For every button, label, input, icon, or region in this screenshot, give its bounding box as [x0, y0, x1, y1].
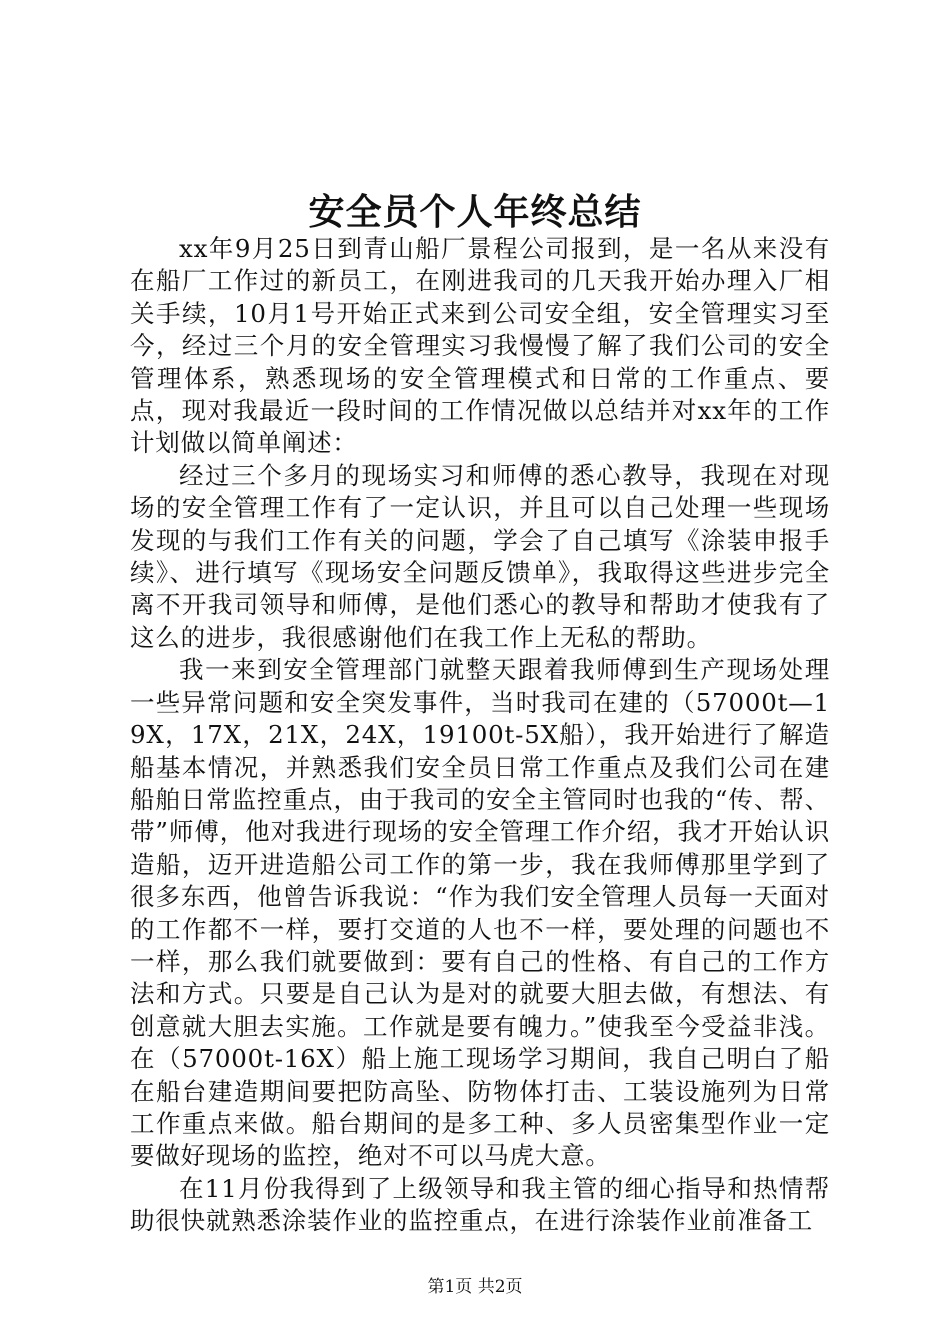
paragraph-4: 在11月份我得到了上级领导和我主管的细心指导和热情帮助很快就熟悉涂装作业的监控重点，在进行涂装作业前准备工 — [130, 1173, 830, 1236]
page-number-footer: 第1页 共2页 — [427, 1277, 523, 1297]
document-title: 安全员个人年终总结 — [308, 191, 642, 233]
paragraph-2: 经过三个多月的现场实习和师傅的悉心教导，我现在对现场的安全管理工作有了一定认识，并且可以自己处理一些现场发现的与我们工作有关的问题，学会了自己填写《涂装申报手续》、进行填写《现场安全问题反馈单》，我取得这些进步完全离不开我司领导和师傅，是他们悉心的教导和帮助才使我有了这么的进步，我很感谢他们在我工作上无私的帮助。 — [130, 460, 830, 652]
paragraph-1: xx年9月25日到青山船厂景程公司报到，是一名从来没有在船厂工作过的新员工，在刚进我司的几天我开始办理入厂相关手续，10月1号开始正式来到公司安全组，安全管理实习至今，经过三个月的安全管理实习我慢慢了解了我们公司的安全管理体系，熟悉现场的安全管理模式和日常的工作重点、要点，现对我最近一段时间的工作情况做以总结并对xx年的工作计划做以简单阐述： — [130, 234, 830, 458]
paragraph-3: 我一来到安全管理部门就整天跟着我师傅到生产现场处理一些异常问题和安全突发事件，当时我司在建的（57000t—19X，17X，21X，24X，19100t-5X船），我开始进行了解造船基本情况，并熟悉我们安全员日常工作重点及我们公司在建船舶日常监控重点，由于我司的安全主管同时也我的“传、帮、带”师傅，他对我进行现场的安全管理工作介绍，我才开始认识造船，迈开进造船公司工作的第一步，我在我师傅那里学到了很多东西，他曾告诉我说：“作为我们安全管理人员每一天面对的工作都不一样，要打交道的人也不一样，要处理的问题也不一样，那么我们就要做到：要有自己的性格、有自己的工作方法和方式。只要是自己认为是对的就要大胆去做，有想法、有创意就大胆去实施。工作就是要有魄力。”使我至今受益非浅。在（57000t-16X）船上施工现场学习期间，我自己明白了船在船台建造期间要把防高坠、防物体打击、工装设施列为日常工作重点来做。船台期间的是多工种、多人员密集型作业一定要做好现场的监控，绝对不可以马虎大意。 — [130, 655, 830, 1171]
document-body — [130, 233, 830, 1238]
